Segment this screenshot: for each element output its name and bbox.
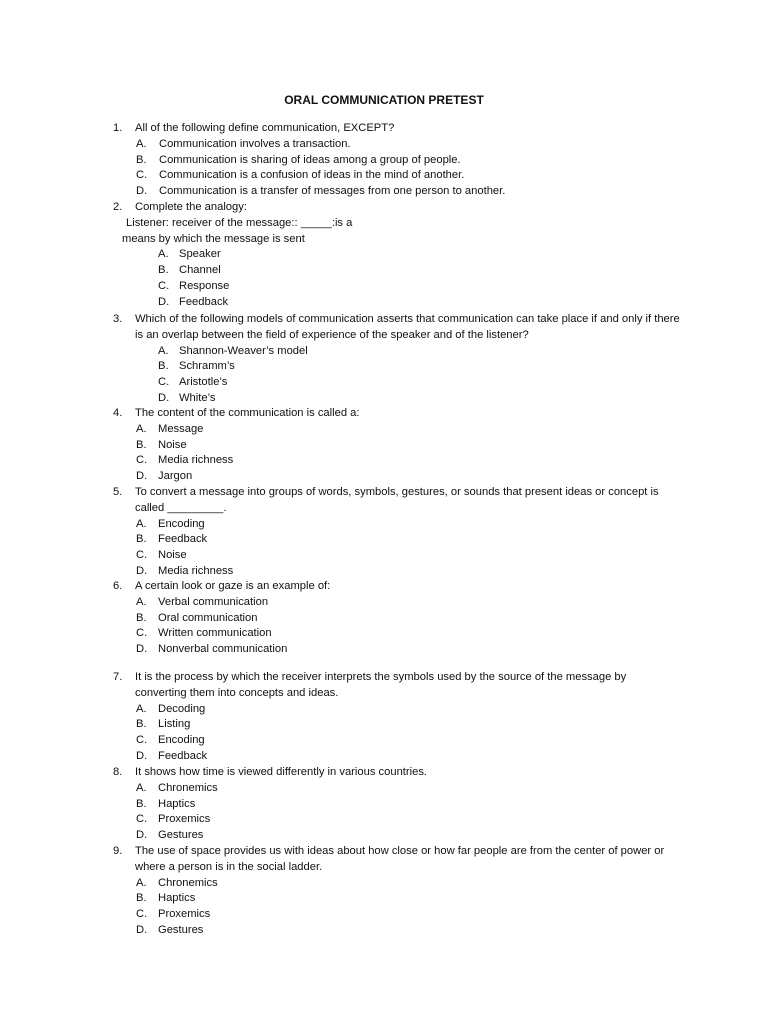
question-9 [0,844,768,939]
question-text: A certain look or gaze is an example of: [135,580,331,592]
option-b: B. Schramm’s [158,360,235,373]
option-d: D. White’s [158,391,216,404]
question-number: 3. [113,313,123,325]
question-text: Which of the following models of communication asserts that communication can take place if and only if there is an overlap between the field of experience of the speaker and of the listener? [135,313,680,341]
question-8 [0,765,768,844]
option-a: A. Verbal communication [136,595,269,608]
question-6 [0,579,768,658]
option-d: D. Feedback [158,295,229,308]
question-text: All of the following define communication, EXCEPT? [135,122,395,134]
analogy-line: Listener: receiver of the message:: _____:is a [126,216,353,229]
option-b: B. Noise [136,438,187,451]
option-d: D. Nonverbal communication [136,643,288,656]
option-c: C. Noise [136,549,187,562]
option-b: B. Listing [136,718,191,731]
option-a: A. Chronemics [136,876,218,889]
option-d: D. Communication is a transfer of messages from one person to another. [136,185,506,198]
question-text: It is the process by which the receiver interprets the symbols used by the source of the message by converting them into concepts and ideas. [135,671,627,699]
question-number: 1. [113,122,123,134]
question-2 [0,200,768,311]
option-d: D. Media richness [136,564,234,577]
question-number: 8. [113,766,123,778]
question-text: The content of the communication is called a: [135,407,360,419]
option-d: D. Feedback [136,749,208,762]
option-a: A. Encoding [136,517,205,530]
question-text: The use of space provides us with ideas about how close or how far people are from the center of power or where a person is in the social ladder. [135,845,665,873]
question-text: Complete the analogy: [135,201,247,213]
option-c: C. Media richness [136,454,234,467]
option-d: D. Gestures [136,923,204,936]
question-text: It shows how time is viewed differently in various countries. [135,766,428,778]
page-title: ORAL COMMUNICATION PRETEST [284,93,484,107]
question-number: 2. [113,201,123,213]
option-b: B. Oral communication [136,611,258,624]
question-1 [0,121,768,200]
option-b: B. Communication is sharing of ideas among a group of people. [136,153,461,166]
question-number: 7. [113,671,123,683]
option-a: A. Shannon-Weaver’s model [158,344,308,357]
option-a: A. Speaker [158,248,221,261]
question-number: 4. [113,407,123,419]
question-text: To convert a message into groups of words, symbols, gestures, or sounds that present ideas or concept is called _________. [135,486,659,514]
option-b: B. Feedback [136,533,208,546]
question-number: 6. [113,580,123,592]
question-3 [0,312,768,407]
option-b: B. Channel [158,264,221,277]
question-4 [0,406,768,485]
option-d: D. Gestures [136,829,204,842]
option-b: B. Haptics [136,797,196,810]
analogy-line: means by which the message is sent [122,232,305,245]
option-c: C. Encoding [136,734,205,747]
option-c: C. Aristotle’s [158,376,228,389]
option-a: A. Decoding [136,702,206,715]
option-c: C. Proxemics [136,813,211,826]
option-c: C. Communication is a confusion of ideas in the mind of another. [136,169,465,182]
option-a: A. Communication involves a transaction. [136,137,351,150]
option-d: D. Jargon [136,470,193,483]
question-number: 5. [113,486,123,498]
option-a: A. Chronemics [136,781,218,794]
option-b: B. Haptics [136,892,196,905]
option-a: A. Message [136,422,204,435]
question-5 [0,485,768,580]
question-7 [0,670,768,765]
option-c: C. Written communication [136,627,272,640]
question-number: 9. [113,845,123,857]
option-c: C. Response [158,279,230,292]
option-c: C. Proxemics [136,908,211,921]
